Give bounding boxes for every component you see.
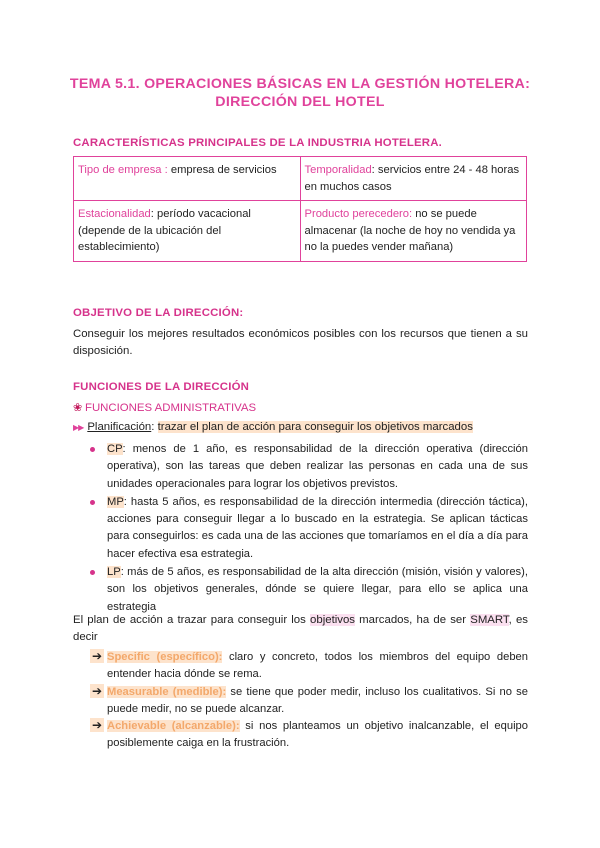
feature-cell — [300, 201, 527, 262]
feature-key: Producto perecedero: — [304, 208, 413, 220]
smart-word-smart: SMART — [470, 614, 509, 626]
feature-key: Temporalidad — [304, 164, 372, 176]
bullet-icon — [90, 447, 95, 452]
objective-heading: OBJETIVO DE LA DIRECCIÓN: — [73, 307, 244, 319]
criterion-label: Specific (específico): — [107, 651, 223, 663]
term-tag: LP — [107, 566, 121, 579]
criterion-text: se tiene que poder medir, incluso los cualitativos. Si no se puede medir, no se puede alcanzar. — [107, 685, 528, 715]
criterion-text: claro y concreto, todos los miembros del equipo deben entender hacia dónde se rema. — [107, 651, 528, 681]
list-item — [90, 564, 528, 616]
list-item — [90, 494, 528, 563]
features-table — [73, 156, 527, 262]
features-heading: CARACTERÍSTICAS PRINCIPALES DE LA INDUSTRIA HOTELERA. — [73, 137, 442, 149]
term-tag: CP — [107, 443, 123, 455]
list-item — [90, 649, 528, 684]
feature-value: no se puede almacenar (la noche de hoy no vendida ya no la puedes vender mañana) — [304, 208, 516, 253]
planning-text: trazar el plan de acción para conseguir los objetivos marcados — [157, 421, 473, 433]
smart-intro-mid: marcados, ha de ser — [355, 614, 471, 626]
smart-word-objetivos: objetivos — [310, 614, 355, 626]
feature-cell — [300, 157, 527, 201]
page-title-line-2: DIRECCIÓN DEL HOTEL — [215, 94, 385, 110]
feature-value: empresa de servicios — [167, 164, 277, 176]
term-text: : hasta 5 años, es responsabilidad de la dirección intermedia (dirección táctica), acciones para conseguir llegar a lo buscado en la estrategia. Se aplican tácticas para conseguirlos: es cada una de las acciones que tomaríamos en el día a día para hacer efectiva esa estrategia. — [107, 495, 528, 560]
double-arrow-icon: ▶▶ — [73, 423, 84, 432]
functions-sub-label: FUNCIONES ADMINISTRATIVAS — [85, 402, 257, 414]
feature-value: : período vacacional (depende de la ubicación del establecimiento) — [78, 208, 251, 253]
feature-cell — [74, 201, 301, 262]
smart-criteria-list — [90, 649, 528, 753]
criterion-label: Measurable (medible): — [107, 685, 227, 698]
list-item — [90, 718, 528, 753]
arrow-right-icon: ➔ — [91, 649, 103, 663]
bullet-icon — [90, 500, 95, 505]
smart-intro — [73, 612, 528, 646]
bullet-icon — [90, 570, 95, 575]
smart-intro-post: , es decir — [73, 614, 528, 643]
feature-value: : servicios entre 24 - 48 horas en muchos casos — [304, 164, 520, 193]
planning-separator: : — [151, 421, 158, 433]
criterion-text: si nos planteamos un objetivo inalcanzable, el equipo posiblemente caiga en la frustración. — [107, 720, 528, 750]
criterion-label: Achievable (alcanzable): — [107, 720, 240, 733]
planning-label: Planificación — [87, 421, 152, 433]
planning-term-list — [90, 441, 528, 616]
functions-heading: FUNCIONES DE LA DIRECCIÓN — [73, 381, 250, 393]
term-text: : más de 5 años, es responsabilidad de la alta dirección (misión, visión y valores), son los objetivos generales, dónde se quiere llegar, para ello se aplica una estrategia — [107, 566, 528, 613]
term-text: : menos de 1 año, es responsabilidad de la dirección operativa (dirección operativa), son las tareas que deben realizar las personas en cada una de sus unidades operacionales para lograr los objetivos previstos. — [107, 443, 528, 490]
functions-subheading — [73, 401, 256, 414]
flower-icon: ❀ — [73, 402, 83, 414]
list-item — [90, 684, 528, 719]
objective-text: Conseguir los mejores resultados económicos posibles con los recursos que tienen a su disposición. — [73, 328, 528, 357]
feature-key: Tipo de empresa : — [78, 164, 168, 176]
list-item — [90, 441, 528, 493]
page-title-line-1: TEMA 5.1. OPERACIONES BÁSICAS EN LA GESTIÓN HOTELERA: — [69, 76, 531, 92]
planning-line — [73, 421, 473, 433]
term-tag: MP — [107, 495, 124, 508]
arrow-right-icon: ➔ — [91, 683, 103, 698]
feature-cell — [74, 157, 301, 201]
arrow-right-icon: ➔ — [91, 718, 103, 733]
feature-key: Estacionalidad — [78, 208, 151, 220]
smart-intro-pre: El plan de acción a trazar para conseguir los — [73, 614, 311, 626]
